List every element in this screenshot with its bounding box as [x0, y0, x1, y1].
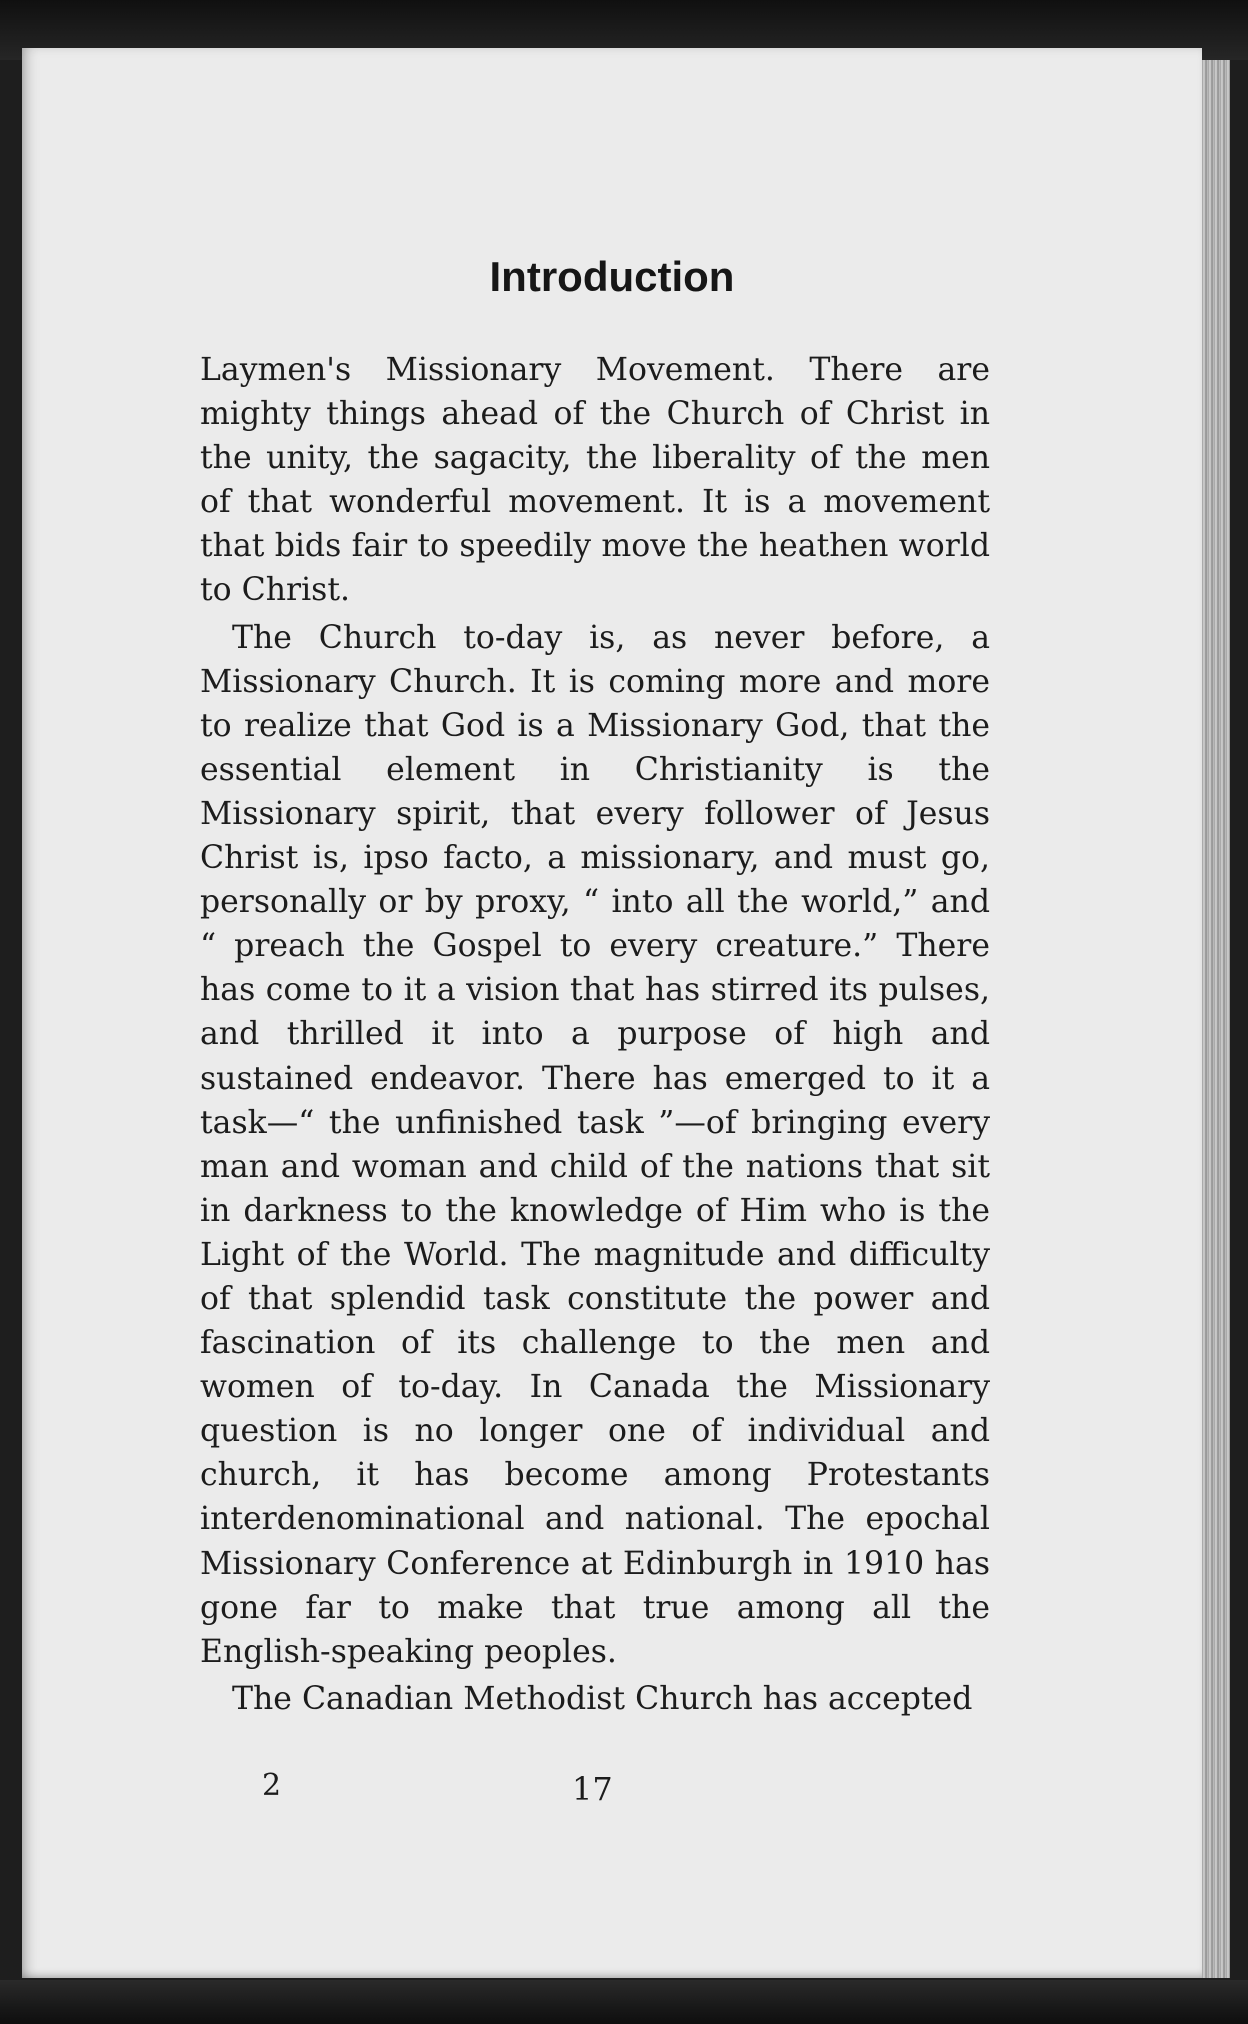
paragraph-1: Laymen's Missionary Movement. There are mighty things ahead of the Church of Christ in the unity, the sagacity, the liberality of the men of that wonderful movement. It is a movement that bids fair to speedily move the heathen world to Christ.: [200, 352, 990, 609]
page-title: Introduction: [489, 253, 735, 300]
book-page: [22, 48, 1202, 1978]
body-text: [200, 348, 990, 1721]
paragraph-3: The Canadian Methodist Church has accepted: [232, 1680, 973, 1717]
signature-mark: 2: [262, 1768, 282, 1803]
scan-border-bottom: [0, 1980, 1248, 2024]
paragraph-2: The Church to-day is, as never before, a Missionary Church. It is coming more and more to realize that God is a Missionary God, that the essential element in Christianity is the Missionary spirit, that every follower of Jesus Christ is, ipso facto, a missionary, and must go, personally or by proxy, “ into all the world,” and “ preach the Gospel to every creature.” There has come to it a vision that has stirred its pulses, and thrilled it into a purpose of high and sustained endeavor. There has emerged to it a task—“ the unfinished task ”—of bringing every man and woman and child of the nations that sit in darkness to the knowledge of Him who is the Light of the World. The magnitude and difficulty of that splendid task constitute the power and fascination of its challenge to the men and women of to-day. In Canada the Missionary question is no longer one of individual and church, it has become among Protestants interdenominational and national. The epochal Missionary Conference at Edinburgh in 1910 has gone far to make that true among all the English-speaking peoples.: [200, 619, 990, 1670]
page-number: 17: [572, 1770, 613, 1808]
